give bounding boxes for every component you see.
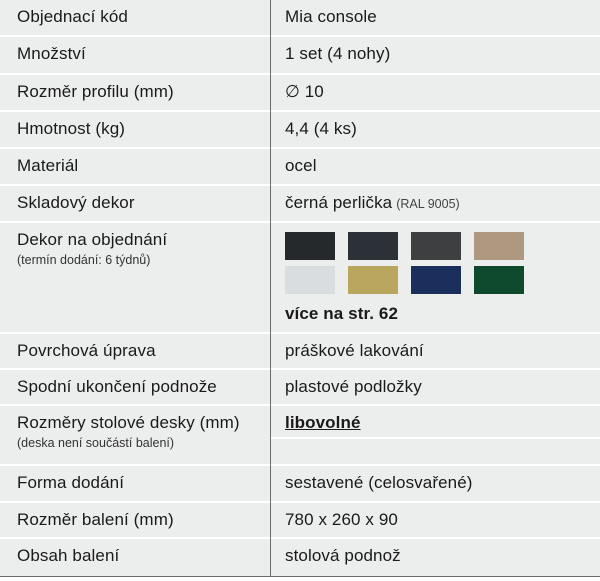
- label-weight: Hmotnost (kg): [17, 119, 126, 138]
- value-order-code: Mia console: [285, 7, 377, 26]
- swatch-light-grey: [285, 266, 335, 294]
- row-stock-decor: [0, 186, 600, 223]
- color-swatches: [285, 232, 600, 294]
- row-quantity: [0, 37, 600, 75]
- swatch-graphite-metallic: [411, 232, 461, 260]
- label-package-size: Rozměr balení (mm): [17, 510, 174, 529]
- swatch-anthracite: [348, 232, 398, 260]
- label-quantity: Množství: [17, 44, 86, 63]
- value-package-content: stolová podnož: [285, 546, 401, 565]
- row-order-code: [0, 0, 600, 37]
- label-foot-end: Spodní ukončení podnože: [17, 377, 217, 396]
- swatch-gold: [348, 266, 398, 294]
- value-profile-size: ∅ 10: [285, 82, 324, 101]
- label-tabletop-size: Rozměry stolové desky (mm): [17, 413, 240, 432]
- value-material: ocel: [285, 156, 317, 175]
- value-surface: práškové lakování: [285, 341, 424, 360]
- label-tabletop-note: (deska není součástí balení): [17, 436, 175, 450]
- value-delivery-form: sestavené (celosvařené): [285, 473, 473, 492]
- label-material: Materiál: [17, 156, 79, 175]
- value-quantity: 1 set (4 nohy): [285, 44, 391, 63]
- row-order-decor: [0, 223, 600, 334]
- value-stock-decor-note: (RAL 9005): [396, 197, 460, 211]
- value-stock-decor: černá perlička: [285, 193, 393, 212]
- row-tabletop-size: [0, 406, 600, 464]
- row-foot-end: [0, 370, 600, 406]
- column-divider: [270, 0, 271, 577]
- label-profile-size: Rozměr profilu (mm): [17, 82, 174, 101]
- swatch-black-textured: [285, 232, 335, 260]
- row-profile-size: [0, 75, 600, 112]
- value-tabletop-size: libovolné: [285, 413, 361, 432]
- value-weight: 4,4 (4 ks): [285, 119, 357, 138]
- swatch-navy-blue: [411, 266, 461, 294]
- table-bottom-border: [0, 576, 600, 577]
- label-stock-decor: Skladový dekor: [17, 193, 135, 212]
- label-order-decor-note: (termín dodání: 6 týdnů): [17, 253, 151, 267]
- swatch-dark-green: [474, 266, 524, 294]
- value-foot-end: plastové podložky: [285, 377, 422, 396]
- row-delivery-form: [0, 466, 600, 503]
- row-surface: [0, 334, 600, 370]
- row-material: [0, 149, 600, 186]
- label-order-code: Objednací kód: [17, 7, 128, 26]
- row-weight: [0, 112, 600, 149]
- value-package-size: 780 x 260 x 90: [285, 510, 398, 529]
- label-delivery-form: Forma dodání: [17, 473, 125, 492]
- label-package-content: Obsah balení: [17, 546, 120, 565]
- row-package-content: [0, 539, 600, 576]
- label-order-decor: Dekor na objednání: [17, 230, 168, 249]
- more-colors-link: více na str. 62: [285, 304, 399, 323]
- swatch-bronze-beige: [474, 232, 524, 260]
- label-surface: Povrchová úprava: [17, 341, 156, 360]
- row-package-size: [0, 503, 600, 539]
